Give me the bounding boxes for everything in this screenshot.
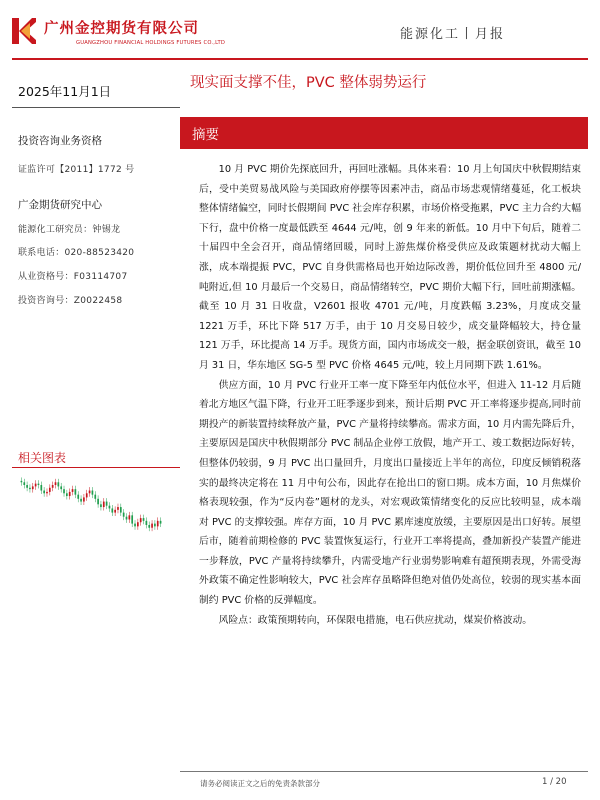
candle-body xyxy=(117,507,119,510)
candle-body xyxy=(97,499,99,505)
candle-body xyxy=(114,510,116,513)
candle-body xyxy=(23,482,25,485)
candle-body xyxy=(146,521,148,525)
company-name-cn: 广州金控期货有限公司 xyxy=(44,21,199,37)
candle-body xyxy=(143,518,145,521)
summary-paragraph-market: 10 月 PVC 期价先探底回升，再回吐涨幅。具体来看：10 月上旬国庆中秋假期结束后，受中美贸易战风险与美国政府停摆等因素冲击，商品市场悲观情绪蔓延，化工板块整体情绪偏空，同时长假期间 PVC 社会库存积累，市场价格受拖累，PVC 主力合约大幅下行，盘中价格一度最低跌至 4644 元/吨，创 9 年来的新低。10 月中下旬后，随着二十届四中全会召开，商品情绪回暖，同时上游焦煤价格受供应及政策题材扰动大幅上涨，成本端提振 PVC，PVC 自身供需格局也开始边际改善，期价低位回升至 4800 元/吨附近,但 10 月最后一个交易日，商品情绪转空，PVC 期价大幅下行，回吐前期涨幅。截至 10 月 31 日收盘，V2601 报收 4701 元/吨，月度跌幅 3.23%，月度成交量 1221 万手，环比下降 517 万手，由于 10 月交易日较少，成交量降幅较大，持仓量 121 万手，环比提高 14 万手。现货方面，国内市场成交一般，据金联创资讯，截至 10 月 31 日，华东地区 SG-5 型 PVC 价格 4645 元/吨，较上月同期下跌 1.61%。 xyxy=(199,164,581,371)
summary-body xyxy=(199,160,581,630)
candle-body xyxy=(137,522,139,526)
company-name-en: GUANGZHOU FINANCIAL HOLDINGS FUTURES CO.,LTD xyxy=(76,40,226,46)
candle-body xyxy=(21,481,23,482)
qualification-number: 从业资格号：F03114707 xyxy=(18,272,128,282)
candle-body xyxy=(40,485,42,491)
consult-number: 投资咨询号：Z0022458 xyxy=(18,296,123,306)
candle-body xyxy=(126,517,128,520)
candle-body xyxy=(72,489,74,492)
date-divider xyxy=(12,107,180,108)
candle-body xyxy=(38,484,40,485)
candle-body xyxy=(86,493,88,497)
candle-body xyxy=(111,508,113,512)
candle-body xyxy=(60,486,62,489)
company-logo-icon xyxy=(12,18,36,44)
candle-body xyxy=(157,521,159,527)
candle-body xyxy=(128,515,130,519)
license-number: 证监许可【2011】1772 号 xyxy=(18,165,135,175)
candle-body xyxy=(92,491,94,495)
candle-body xyxy=(140,518,142,522)
candle-body xyxy=(100,504,102,507)
candle-body xyxy=(49,488,51,492)
candle-body xyxy=(89,491,91,494)
footer-divider xyxy=(180,771,588,772)
candle-body xyxy=(131,515,133,523)
candle-body xyxy=(57,482,59,486)
candle-body xyxy=(66,493,68,496)
candle-body xyxy=(69,492,71,496)
institute-name: 广金期货研究中心 xyxy=(18,199,102,211)
candle-body xyxy=(52,485,54,488)
disclaimer-note: 请务必阅读正文之后的免责条款部分 xyxy=(200,779,320,788)
candle-body xyxy=(26,485,28,488)
chart-divider xyxy=(12,467,180,468)
candle-body xyxy=(120,507,122,513)
candle-body xyxy=(103,502,105,508)
candle-body xyxy=(29,488,31,489)
related-chart-label: 相关图表 xyxy=(18,451,67,465)
candle-body xyxy=(106,502,108,506)
candle-body xyxy=(35,484,37,487)
candle-body xyxy=(55,482,57,485)
candle-body xyxy=(123,513,125,517)
candle-body xyxy=(77,495,79,499)
candle-body xyxy=(63,489,65,493)
candle-body xyxy=(160,521,162,524)
summary-paragraph-risk: 风险点：政策预期转向，环保限电措施，电石供应扰动，煤炭价格波动。 xyxy=(218,614,533,626)
candle-body xyxy=(94,495,96,499)
candle-body xyxy=(32,486,34,489)
contact-phone: 联系电话：020-88523420 xyxy=(18,248,135,258)
researcher-name: 能源化工研究员：钟锡龙 xyxy=(18,225,121,235)
candle-body xyxy=(80,499,82,502)
candle-body xyxy=(134,524,136,527)
candle-body xyxy=(43,491,45,494)
report-date: 2025年11月1日 xyxy=(18,84,112,99)
summary-bar xyxy=(180,117,588,149)
candle-body xyxy=(154,524,156,527)
candle-body xyxy=(75,489,77,495)
candle-body xyxy=(109,506,111,509)
candle-body xyxy=(151,524,153,528)
page-number: 1 / 20 xyxy=(542,777,567,787)
price-candlestick-chart xyxy=(16,470,166,540)
candle-body xyxy=(46,492,48,493)
summary-label: 摘要 xyxy=(192,127,219,143)
header-divider xyxy=(12,58,588,60)
summary-paragraph-fundamentals: 供应方面，10 月 PVC 行业开工率一度下降至年内低位水平，但进入 11-12 月后随着北方地区气温下降，行业开工旺季逐步到来，预计后期 PVC 开工率将逐步提高,同时前期投产的新装置持续释放产量，PVC 产量将持续攀高。需求方面，10 月内需先降后升，主要原因是国庆中秋假期部分 PVC 制品企业停工放假，地产开工、竣工数据边际好转，但整体仍较弱，9 月 PVC 出口量回升，月度出口量接近上半年的高位，印度反倾销税落实的最终决定将在 11 月中旬公布，因此存在抢出口的窗口期。成本方面，10 月焦煤价格表现较强，作为“反内卷”题材的龙头，对宏观政策情绪变化的反应比较明显，成本端对 PVC 的支撑较强。库存方面，10 月 PVC 累库速度放缓，主要原因是出口好转。展望后市，随着前期检修的 PVC 装置恢复运行，行业开工率将提高，叠加新投产装置产能进一步释放，PVC 产量将持续攀升，内需受地产行业弱势影响难有超预期表现，外需受海外政策不确定性影响较大，PVC 社会库存虽略降但绝对值仍处高位，较弱的现实基本面制约 PVC 价格的反弹幅度。 xyxy=(199,379,581,607)
candle-body xyxy=(83,497,85,501)
report-type: 能源化工丨月报 xyxy=(400,27,506,42)
candle-body xyxy=(148,525,150,528)
qualification-title: 投资咨询业务资格 xyxy=(18,135,102,147)
report-title: 现实面支撑不佳，PVC 整体弱势运行 xyxy=(190,75,427,91)
